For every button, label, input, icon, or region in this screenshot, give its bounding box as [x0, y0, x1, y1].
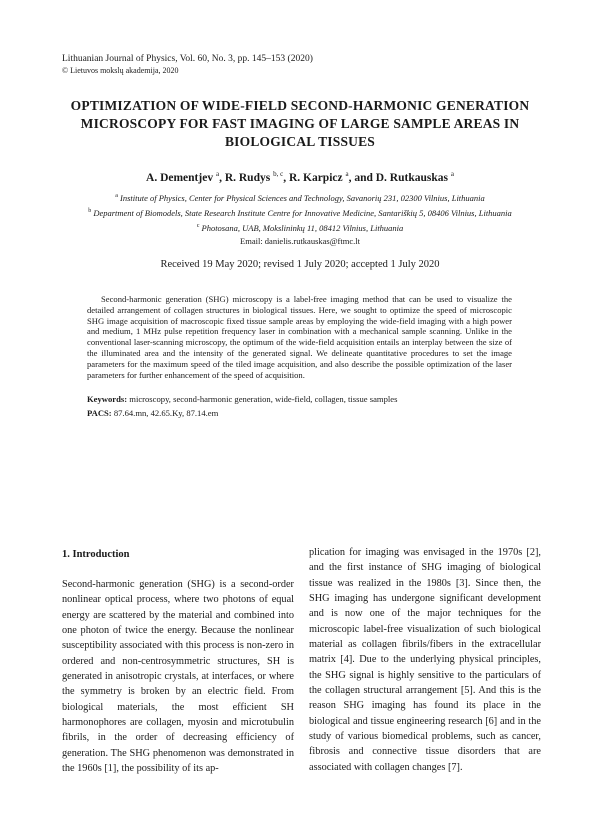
intro-column-left: Second-harmonic generation (SHG) is a second-order nonlinear optical process, where two photons of equal energy are scattered by the material and combined into one photon of twice the energy. Because the nonlinear susceptibility associated with this process is non-zero in ordered and non-centrosymmetric structures, SH is generated in anisotropic crystals, at interfaces, or where the symmetry is broken by an electric field. From biological materials, the most efficient SH harmonophores are collagen, myosin and microtubulin fibrils, in the order of decreasing efficiency of generation. The SHG phenomenon was demonstrated in the 1960s [1], the possibility of its ap-	[62, 579, 294, 775]
contact-email: Email: danielis.rutkauskas@ftmc.lt	[240, 236, 360, 246]
affiliation-mark: b	[88, 208, 92, 214]
affiliation-mark: a	[115, 193, 118, 199]
author-affil-mark: a	[450, 170, 454, 178]
pacs-line	[87, 408, 512, 419]
affiliation-text: Department of Biomodels, State Research Institute Centre for Innovative Medicine, Santariškių 5, 08406 Vilnius, Lithuania	[93, 207, 512, 218]
affiliation-b	[40, 206, 560, 219]
keywords-text: microscopy, second-harmonic generation, wide-field, collagen, tissue samples	[129, 394, 398, 404]
affiliation-a	[40, 191, 560, 204]
keywords-label: Keywords:	[87, 394, 128, 404]
section-heading-introduction: 1. Introduction	[62, 549, 130, 560]
copyright-line: © Lietuvos mokslų akademija, 2020	[62, 66, 179, 75]
keywords-line	[87, 394, 512, 405]
affiliation-text: Institute of Physics, Center for Physical Sciences and Technology, Savanorių 231, 02300 Vilnius, Lithuania	[120, 192, 485, 203]
author-separator: , and	[348, 171, 376, 184]
author-name: A. Dementjev	[146, 171, 214, 184]
abstract: Second-harmonic generation (SHG) microscopy is a label-free imaging method that can be used to visualize the detailed arrangement of collagen structures in biological tissues. Here, we sought to optimize the speed of microscopic SHG image acquisition of macroscopic fixed tissue sample areas by employing the wide-field imaging with a high power and medium, 1 MHz pulse repetition frequency laser in combination with a mechanical sample scanning. Unlike in the conventional laser-scanning microscopy, the optimum of the wide-field acquisition entails an interplay between the size of the illuminated area and the intensity of the generated signal. We delineate quantitative procedures to set the image parameters for the maximum speed of the tiled image acquisition, and also describe the possible optimization of the laser parameters for further enhancement of the speed of acquisition.	[87, 294, 512, 380]
author-affil-mark: a	[215, 170, 220, 178]
intro-column-right: plication for imaging was envisaged in the 1970s [2], and the first instance of SHG imaging of biological tissue was realized in the 1980s [3]. Since then, the SHG imaging has undergone significant development and is now one of the major techniques for the microscopic label-free visualization of such biological material as collagen fibrils/fibers in the extracellular matrix [4]. Due to the underlying physical principles, the SHG signal is highly sensitive to the particulars of the collagen structural arrangement [5]. And this is the reason SHG imaging has found its place in the biological and tissue engineering research [6] and in the study of various biomedical problems, such as cancer, fibrosis and connective tissue disorders that are associated with collagen changes [7].	[309, 547, 541, 773]
received-dates: Received 19 May 2020; revised 1 July 2020; accepted 1 July 2020	[160, 259, 440, 270]
author-name: R. Rudys	[224, 171, 271, 184]
author-list	[60, 167, 540, 185]
affiliation-mark: c	[196, 223, 200, 229]
affiliation-c	[40, 221, 560, 234]
author-name: D. Rutkauskas	[375, 171, 448, 184]
author-separator: ,	[283, 171, 289, 184]
author-affil-mark: a	[345, 170, 349, 178]
pacs-text: 87.64.mn, 42.65.Ky, 87.14.em	[113, 408, 219, 418]
affiliation-text: Photosana, UAB, Mokslininkų 11, 08412 Vilnius, Lithuania	[201, 222, 404, 233]
author-name: R. Karpicz	[288, 171, 343, 184]
pacs-label: PACS:	[87, 408, 112, 418]
author-affil-mark: b, c	[273, 170, 284, 178]
article-title: OPTIMIZATION OF WIDE-FIELD SECOND-HARMONIC GENERATION MICROSCOPY FOR FAST IMAGING OF LARGE SAMPLE AREAS IN BIOLOGICAL TISSUES	[70, 98, 530, 149]
author-separator: ,	[219, 171, 225, 184]
journal-citation: Lithuanian Journal of Physics, Vol. 60, No. 3, pp. 145–153 (2020)	[62, 54, 313, 64]
